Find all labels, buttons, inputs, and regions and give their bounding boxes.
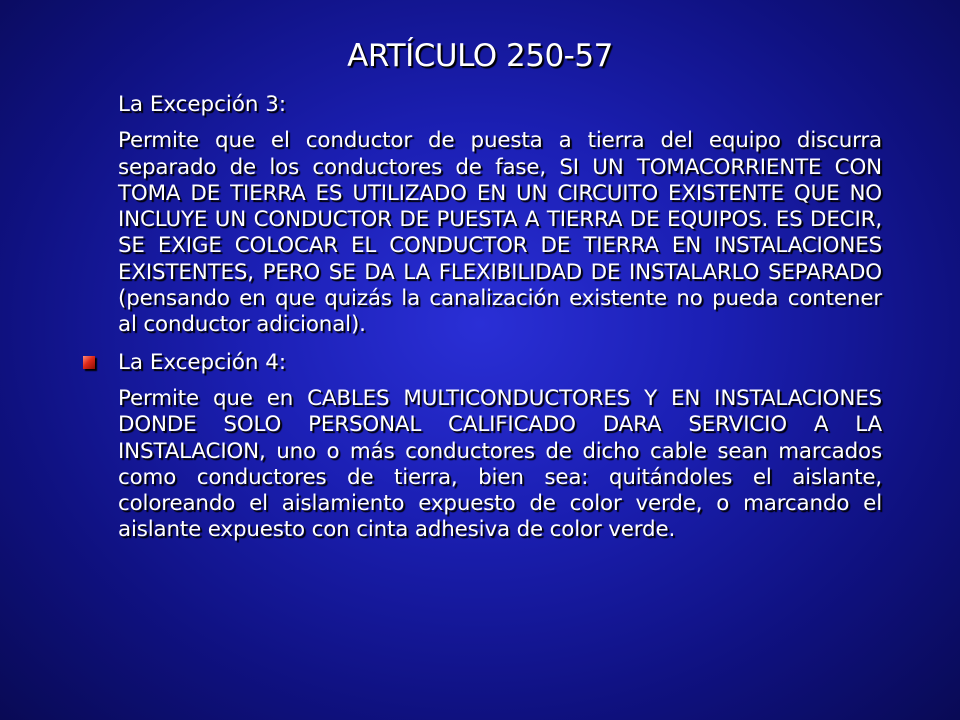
square-bullet-icon	[83, 356, 95, 369]
exception-4-body: Permite que en CABLES MULTICONDUCTORES Y EN INSTALACIONES DONDE SOLO PERSONAL CALIFICADO DARA SERVICIO A LA INSTALACION, uno o más conductores de dicho cable sean marcados como conductores de tierra, bien sea: quitándoles el aislante, coloreando el aislamiento expuesto de color verde, o marcando el aislante expuesto con cinta adhesiva de color verde.	[118, 385, 882, 543]
exception-4-heading: La Excepción 4:	[118, 349, 287, 375]
exception-3-body: Permite que el conductor de puesta a tierra del equipo discurra separado de los conductores de fase, SI UN TOMACORRIENTE CON TOMA DE TIERRA ES UTILIZADO EN UN CIRCUITO EXISTENTE QUE NO INCLUYE UN CONDUCTOR DE PUESTA A TIERRA DE EQUIPOS. ES DECIR, SE EXIGE COLOCAR EL CONDUCTOR DE TIERRA EN INSTALACIONES EXISTENTES, PERO SE DA LA FLEXIBILIDAD DE INSTALARLO SEPARADO (pensando en que quizás la canalización existente no pueda contener al conductor adicional).	[118, 128, 882, 338]
exception-3-heading: La Excepción 3:	[118, 92, 287, 117]
exception-4-heading-line	[118, 350, 882, 376]
slide-title: ARTÍCULO 250-57	[347, 38, 613, 74]
slide-content	[118, 92, 882, 555]
